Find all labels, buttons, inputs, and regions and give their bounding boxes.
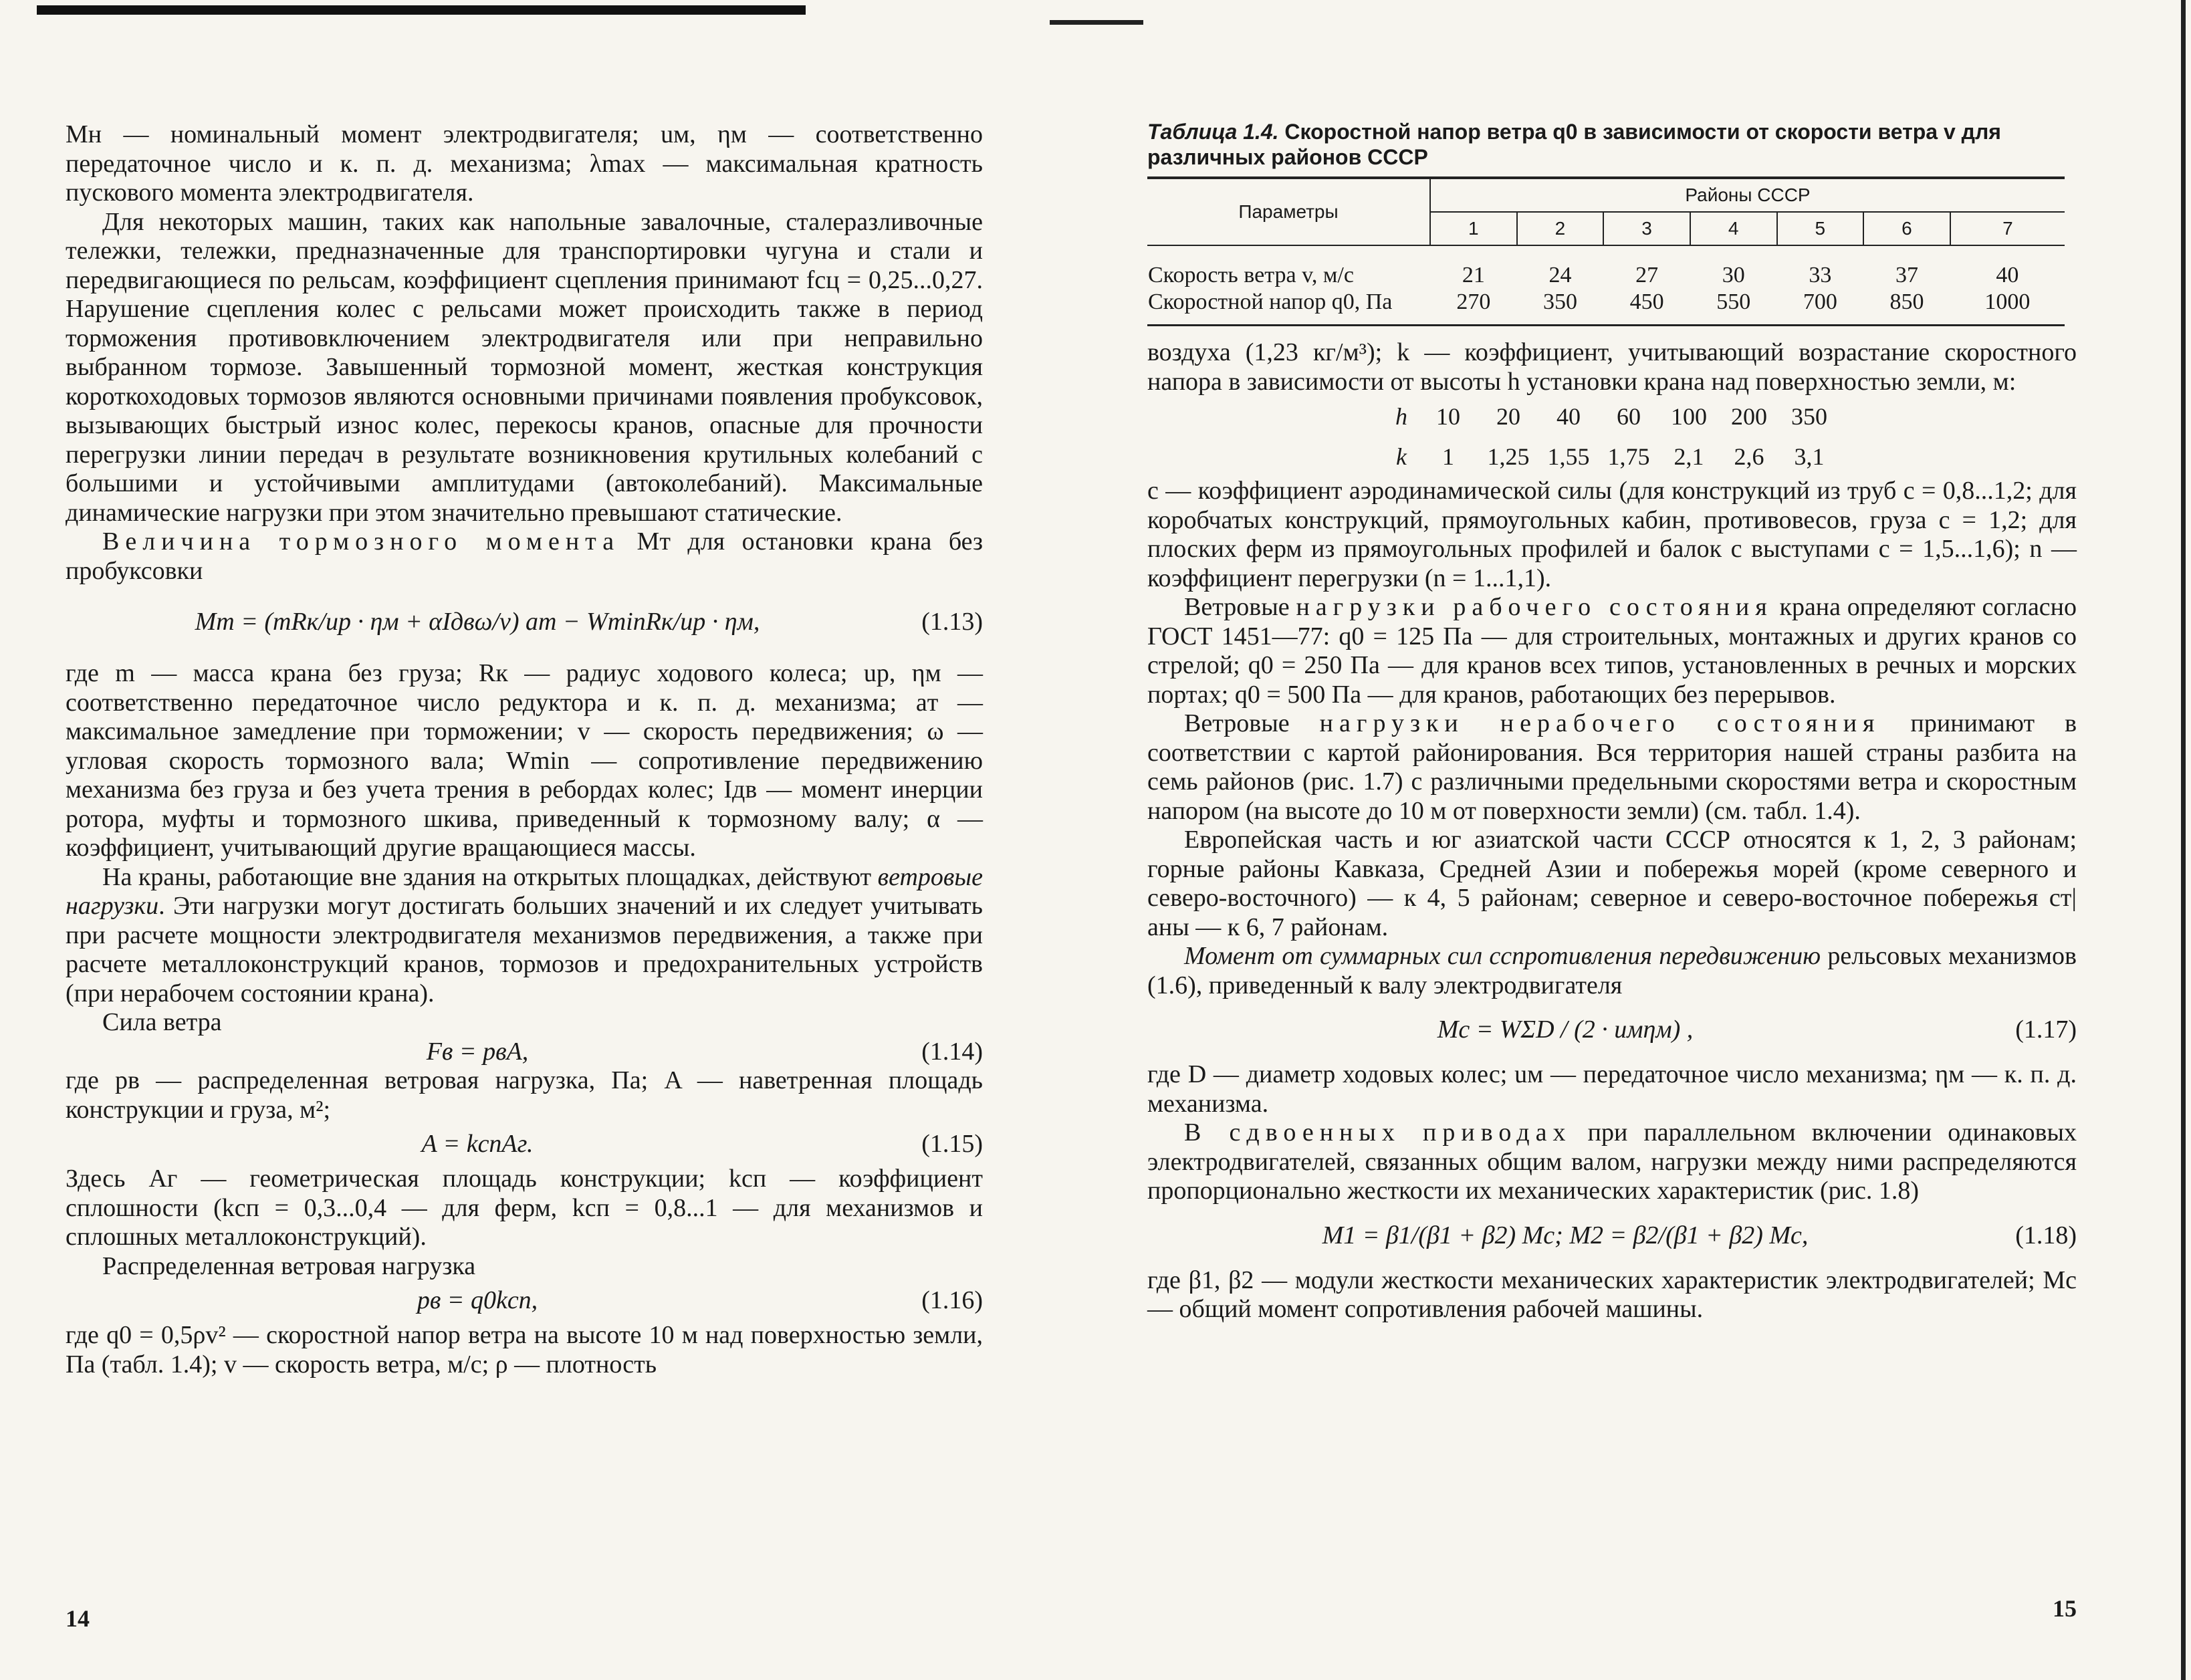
equation xyxy=(66,1281,983,1321)
equation xyxy=(66,586,983,659)
text-run: крана определяют согласно ГОСТ 1451—77: q0 = 125 Па — для строительных, монтажных и других кранов со стрелой; q0 = 250 Па — для кранов всех типов, установленных в речных и морских портах; q0 = 500 Па — для кранов, работающих без перерывов. xyxy=(1147,593,2077,709)
column-header: 6 xyxy=(1863,212,1950,245)
paragraph: c — коэффициент аэродинамической силы (для конструкций из труб c = 0,8...1,2; для коробчатых конструкций, прямоугольных кабин, противовесов, груза c = 1,2; для плоских ферм из прямоугольных профилей и балок с выступами c = 1,5...1,6); n — коэффициент перегрузки (n = 1...1,1). xyxy=(1147,477,2077,592)
k-label: k xyxy=(1396,443,1407,470)
paragraph: Для некоторых машин, таких как напольные завалочные, сталеразливочные тележки, тележки, предназначенные для транспортировки чугуна и стали и передвигающиеся по рельсам, коэффициент сцепления принимают fсц = 0,25...0,27. Нарушение сцепления колес с рельсами может происходить также в период торможения противовключением электродвигателя или при неправильно выбранном тормозе. Завышенный тормозной момент, жесткая конструкция короткоходовых тормозов являются основными причинами появления пробуксовок, вызывающих быстрый износ колес, перекосы кранов, опасные для прочности перегрузки линии передач в результате возникновения крутильных колебаний с большими и устойчивыми амплитудами (автоколебаний). Максимальные динамические нагрузки при этом значительно превышают статические. xyxy=(66,207,983,527)
table-cell: 850 xyxy=(1889,289,1924,314)
equation xyxy=(66,1038,983,1067)
top-edge-bar xyxy=(37,5,806,15)
spaced-term: нагрузки рабочего состояния xyxy=(1296,593,1773,621)
group-header: Районы СССР xyxy=(1430,178,2065,212)
k-value: 1,25 xyxy=(1487,443,1530,470)
table-cell: 550 xyxy=(1716,289,1751,314)
table-caption xyxy=(1147,119,2077,170)
formula: pв = q0kcn, xyxy=(417,1286,538,1315)
equation-number: (1.16) xyxy=(921,1286,983,1315)
k-value: 3,1 xyxy=(1794,443,1825,470)
paragraph xyxy=(66,527,983,586)
paragraph: Здесь Aг — геометрическая площадь конструкции; kсп — коэффициент сплошности (kсп = 0,3...0,4 — для ферм, kсп = 0,8...1 — для механизмов и сплошных металлоконструкций). xyxy=(66,1165,983,1251)
column-header: 3 xyxy=(1603,212,1690,245)
equation xyxy=(66,1124,983,1165)
h-value: 100 xyxy=(1671,403,1707,430)
table-cell: 40 xyxy=(1996,263,2019,287)
text-run: . Эти нагрузки могут достигать больших значений и их следует учитывать при расчете мощности электродвигателя механизмов передвижения, а также при расчете металлоконструкций кранов, тормозов и предохранительных устройств (при нерабочем состоянии крана). xyxy=(66,892,983,1007)
table-cell: 30 xyxy=(1722,263,1745,287)
text-run: Mт для остановки крана без пробуксовки xyxy=(66,527,983,585)
paragraph xyxy=(1147,1118,2077,1206)
k-value: 1,75 xyxy=(1607,443,1650,470)
k-value: 1,55 xyxy=(1547,443,1590,470)
k-value: 2,6 xyxy=(1734,443,1764,470)
equation-number: (1.13) xyxy=(921,608,983,636)
formula: Mс = WΣD / (2 · uмηм) , xyxy=(1437,1015,1694,1044)
table-cell: 21 xyxy=(1462,263,1485,287)
text-run: Ветровые xyxy=(1184,593,1296,621)
paragraph: где D — диаметр ходовых колес; uм — передаточное число механизма; ηм — к. п. д. механизма. xyxy=(1147,1060,2077,1118)
h-value: 40 xyxy=(1556,403,1581,430)
paragraph xyxy=(66,863,983,1009)
paragraph: где β1, β2 — модули жесткости механических характеристик электродвигателей; Mс — общий момент сопротивления рабочей машины. xyxy=(1147,1266,2077,1323)
wind-table xyxy=(1147,176,2065,326)
h-value: 10 xyxy=(1436,403,1460,430)
table-cell: 700 xyxy=(1803,289,1837,314)
row-label: Скорость ветра v, м/с xyxy=(1148,263,1354,287)
equation-number: (1.18) xyxy=(2015,1221,2077,1249)
table-cell: 270 xyxy=(1456,289,1491,314)
paragraph: где q0 = 0,5ρv² — скоростной напор ветра на высоте 10 м над поверхностью земли, Па (табл. 1.4); v — скорость ветра, м/с; ρ — плотность xyxy=(66,1321,983,1378)
spaced-term: нагрузки нерабочего состояния xyxy=(1319,709,1881,737)
equation xyxy=(1147,1000,2077,1060)
table-cell: 1000 xyxy=(1984,289,2031,314)
spaced-term: Величина тормозного момента xyxy=(102,527,620,556)
column-header: 4 xyxy=(1690,212,1777,245)
spaced-term: В сдвоенных приводах xyxy=(1184,1118,1572,1147)
paragraph: Европейская часть и юг азиатской части СССР относятся к 1, 2, 3 районам; горные районы Кавказа, Средней Азии и побережья морей (кроме северного и северо-восточного) — к 4, 5 районам; северное и северо-восточное побережья ст| аны — к 6, 7 районам. xyxy=(1147,826,2077,941)
equation-number: (1.17) xyxy=(2015,1015,2077,1044)
table-cell: 350 xyxy=(1542,289,1577,314)
column-header: 7 xyxy=(2002,218,2013,239)
h-value: 60 xyxy=(1617,403,1641,430)
column-header: 5 xyxy=(1777,212,1864,245)
page-edge-rule xyxy=(2181,0,2186,1680)
column-header: 1 xyxy=(1430,212,1517,245)
k-value: 2,1 xyxy=(1674,443,1704,470)
text-run: Ветровые xyxy=(1184,709,1320,737)
table-cell: 33 xyxy=(1809,263,1832,287)
table-row xyxy=(1147,262,2065,289)
param-header: Параметры xyxy=(1147,178,1430,245)
paragraph: Распределенная ветровая нагрузка xyxy=(102,1251,476,1280)
h-value: 350 xyxy=(1791,403,1827,430)
h-values-row xyxy=(1147,396,2077,437)
page-number: 14 xyxy=(66,1605,90,1632)
table-row xyxy=(1147,289,2065,326)
formula: Fв = pвA, xyxy=(426,1037,529,1066)
formula: M1 = β1/(β1 + β2) Mс; M2 = β2/(β1 + β2) Mс, xyxy=(1322,1221,1809,1249)
formula: Mт = (mRк/uр · ηм + αIдвω/v) aт − WminRк/uр · ηм, xyxy=(195,608,760,636)
italic-term: ветровые нагрузки xyxy=(66,862,983,920)
equation-number: (1.15) xyxy=(921,1130,983,1159)
paragraph: Сила ветра xyxy=(102,1008,222,1036)
paragraph xyxy=(1147,593,2077,709)
top-edge-mark xyxy=(1050,20,1143,25)
paragraph: воздуха (1,23 кг/м³); k — коэффициент, учитывающий возрастание скоростного напора в зависимости от высоты h установки крана над поверхностью земли, м: xyxy=(1147,338,2077,396)
left-page xyxy=(66,120,983,1379)
h-label: h xyxy=(1395,403,1407,430)
h-value: 200 xyxy=(1731,403,1767,430)
paragraph xyxy=(1147,709,2077,826)
right-page xyxy=(1147,119,2077,1324)
text-run: рельсовых механизмов (1.6), приведенный к валу электродвигателя xyxy=(1147,942,2077,999)
paragraph: где m — масса крана без груза; Rк — радиус ходового колеса; uр, ηм — соответственно передаточное число редуктора и к. п. д. механизма; aт — максимальное замедление при торможении; v — скорость передвижения; ω — угловая скорость тормозного вала; Wmin — сопротивление передвижению механизма без груза и без учета трения в ребордах колес; Iдв — момент инерции ротора, муфты и тормозного шкива, приведенный к тормозному валу; α — коэффициент, учитывающий другие вращающиеся массы. xyxy=(66,659,983,862)
text-run: На краны, работающие вне здания на открытых площадках, действуют xyxy=(102,862,878,891)
text-run: при параллельном включении одинаковых электродвигателей, связанных общим валом, нагрузки между ними распределяются пропорционально жесткости их механических характеристик (рис. 1.8) xyxy=(1147,1118,2077,1205)
equation xyxy=(1147,1206,2077,1266)
table-cell: 27 xyxy=(1635,263,1659,287)
paragraph: где pв — распределенная ветровая нагрузка, Па; A — наветренная площадь конструкции и груза, м²; xyxy=(66,1066,983,1124)
paragraph xyxy=(1147,942,2077,1000)
caption-label: Таблица 1.4. xyxy=(1147,120,1279,144)
k-values-row xyxy=(1147,437,2077,477)
paragraph: Mн — номинальный момент электродвигателя; uм, ηм — соответственно передаточное число и к. п. д. механизма; λmax — максимальная кратность пускового момента электродвигателя. xyxy=(66,120,983,207)
h-value: 20 xyxy=(1496,403,1520,430)
formula: A = kспAг. xyxy=(421,1130,534,1159)
column-header: 2 xyxy=(1517,212,1604,245)
table-cell: 450 xyxy=(1629,289,1664,314)
page-number: 15 xyxy=(2053,1595,2077,1622)
table-cell: 37 xyxy=(1895,263,1918,287)
equation-number: (1.14) xyxy=(921,1037,983,1066)
k-value: 1 xyxy=(1442,443,1454,470)
text-run: принимают в соответствии с картой районирования. Вся территория нашей страны разбита на семь районов (рис. 1.7) с различными предельными скоростями ветра и скоростным напором (на высоте до 10 м от поверхности земли) (см. табл. 1.4). xyxy=(1147,709,2077,825)
row-label: Скоростной напор q0, Па xyxy=(1148,289,1393,314)
caption-text: Скоростной напор ветра q0 в зависимости от скорости ветра v для различных районов СССР xyxy=(1147,120,2001,169)
italic-term: Момент от суммарных сил сспротивления передвижению xyxy=(1184,942,1821,970)
table-cell: 24 xyxy=(1548,263,1572,287)
